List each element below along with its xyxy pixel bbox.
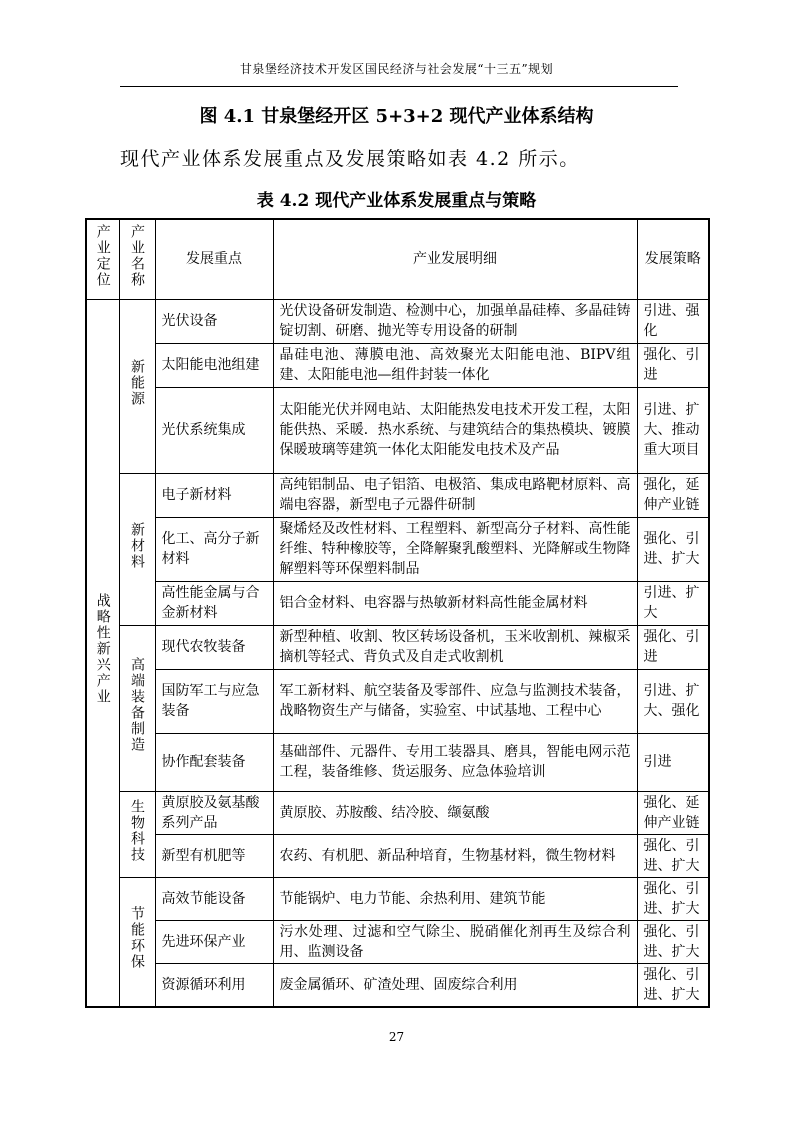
focus-cell: 国防军工与应急装备: [155, 669, 273, 733]
table-row: [86, 581, 709, 625]
focus-cell: 高效节能设备: [155, 877, 273, 920]
header-name: 产业名称: [119, 219, 155, 299]
focus-cell: 光伏设备: [155, 299, 273, 343]
focus-cell: 化工、高分子新材料: [155, 517, 273, 581]
focus-cell: 资源循环利用: [155, 963, 273, 1007]
group-name-cell: 节能环保: [119, 877, 155, 1007]
detail-cell: 铝合金材料、电容器与热敏新材料高性能金属材料: [273, 581, 637, 625]
detail-cell: 废金属循环、矿渣处理、固废综合利用: [273, 963, 637, 1007]
focus-cell: 新型有机肥等: [155, 834, 273, 877]
focus-cell: 协作配套装备: [155, 733, 273, 791]
strategy-cell: 强化、引进: [637, 343, 709, 387]
strategy-cell: 强化、引进、扩大: [637, 834, 709, 877]
focus-cell: 高性能金属与合金新材料: [155, 581, 273, 625]
table-row: [86, 877, 709, 920]
focus-cell: 光伏系统集成: [155, 387, 273, 473]
strategy-cell: 引进、扩大、强化: [637, 669, 709, 733]
strategy-cell: 引进、扩大、推动重大项目: [637, 387, 709, 473]
figure-caption: 图 4.1 甘泉堡经开区 5+3+2 现代产业体系结构: [199, 106, 594, 127]
detail-cell: 节能锅炉、电力节能、余热利用、建筑节能: [273, 877, 637, 920]
industry-table: [85, 218, 710, 1008]
table-row: [86, 299, 709, 343]
strategy-cell: 引进、强化: [637, 299, 709, 343]
table-caption: 表 4.2 现代产业体系发展重点与策略: [256, 191, 537, 211]
detail-cell: 黄原胶、苏胺酸、结冷胶、缬氨酸: [273, 791, 637, 834]
detail-cell: 太阳能光伏并网电站、太阳能热发电技术开发工程，太阳能供热、采暖．热水系统、与建筑结合的集热模块、镀膜保暖玻璃等建筑一体化太阳能发电技术及产品: [273, 387, 637, 473]
page-number: 27: [388, 1030, 405, 1044]
positioning-cell: 战略性新兴产业: [86, 299, 119, 1007]
table-row: [86, 387, 709, 473]
group-name-cell: 高端装备制造: [119, 625, 155, 791]
table-row: [86, 733, 709, 791]
detail-cell: 军工新材料、航空装备及零部件、应急与监测技术装备，战略物资生产与储备，实验室、中试基地、工程中心: [273, 669, 637, 733]
header-rule: [120, 86, 678, 87]
strategy-cell: 强化，延伸产业链: [637, 473, 709, 517]
table-row: [86, 791, 709, 834]
table-row: [86, 517, 709, 581]
group-name-cell: 新材料: [119, 473, 155, 625]
table-row: [86, 625, 709, 669]
detail-cell: 新型种植、收割、牧区转场设备机，玉米收割机、辣椒采摘机等轻式、背负式及自走式收割机: [273, 625, 637, 669]
detail-cell: 聚烯烃及改性材料、工程塑料、新型高分子材料、高性能纤维、特种橡胶等，全降解聚乳酸塑料、光降解或生物降解塑料等环保塑料制品: [273, 517, 637, 581]
table-row: [86, 343, 709, 387]
running-header: 甘泉堡经济技术开发区国民经济与社会发展“十三五”规划: [239, 62, 554, 76]
detail-cell: 农药、有机肥、新品种培育，生物基材料，微生物材料: [273, 834, 637, 877]
header-positioning: 产业定位: [86, 219, 119, 299]
detail-cell: 光伏设备研发制造、检测中心，加强单晶硅棒、多晶硅铸锭切割、研磨、抛光等专用设备的研制: [273, 299, 637, 343]
header-strategy: 发展策略: [637, 219, 709, 299]
focus-cell: 先进环保产业: [155, 920, 273, 963]
table-row: [86, 920, 709, 963]
focus-cell: 太阳能电池组建: [155, 343, 273, 387]
focus-cell: 黄原胶及氨基酸系列产品: [155, 791, 273, 834]
group-name-cell: 新能源: [119, 299, 155, 473]
table-row: [86, 473, 709, 517]
strategy-cell: 引进、扩大: [637, 581, 709, 625]
strategy-cell: 强化、引进、扩大: [637, 963, 709, 1007]
table-header-row: [86, 219, 709, 299]
strategy-cell: 强化、引进: [637, 625, 709, 669]
strategy-cell: 强化、引进、扩大: [637, 877, 709, 920]
detail-cell: 高纯铝制品、电子铝箔、电极箔、集成电路靶材原料、高端电容器，新型电子元器件研制: [273, 473, 637, 517]
detail-cell: 晶硅电池、薄膜电池、高效聚光太阳能电池、BIPV组建、太阳能电池—组件封装一体化: [273, 343, 637, 387]
detail-cell: 基础部件、元器件、专用工装器具、磨具，智能电网示范工程，装备维修、货运服务、应急体验培训: [273, 733, 637, 791]
intro-paragraph: 现代产业体系发展重点及发展策略如表 4.2 所示。: [120, 148, 580, 170]
strategy-cell: 强化、引进、扩大: [637, 517, 709, 581]
header-focus: 发展重点: [155, 219, 273, 299]
table-row: [86, 669, 709, 733]
focus-cell: 电子新材料: [155, 473, 273, 517]
table-row: [86, 834, 709, 877]
detail-cell: 污水处理、过滤和空气除尘、脱硝催化剂再生及综合利用、监测设备: [273, 920, 637, 963]
table-row: [86, 963, 709, 1007]
strategy-cell: 强化、引进、扩大: [637, 920, 709, 963]
header-detail: 产业发展明细: [273, 219, 637, 299]
strategy-cell: 引进: [637, 733, 709, 791]
focus-cell: 现代农牧装备: [155, 625, 273, 669]
group-name-cell: 生物科技: [119, 791, 155, 877]
strategy-cell: 强化、延伸产业链: [637, 791, 709, 834]
